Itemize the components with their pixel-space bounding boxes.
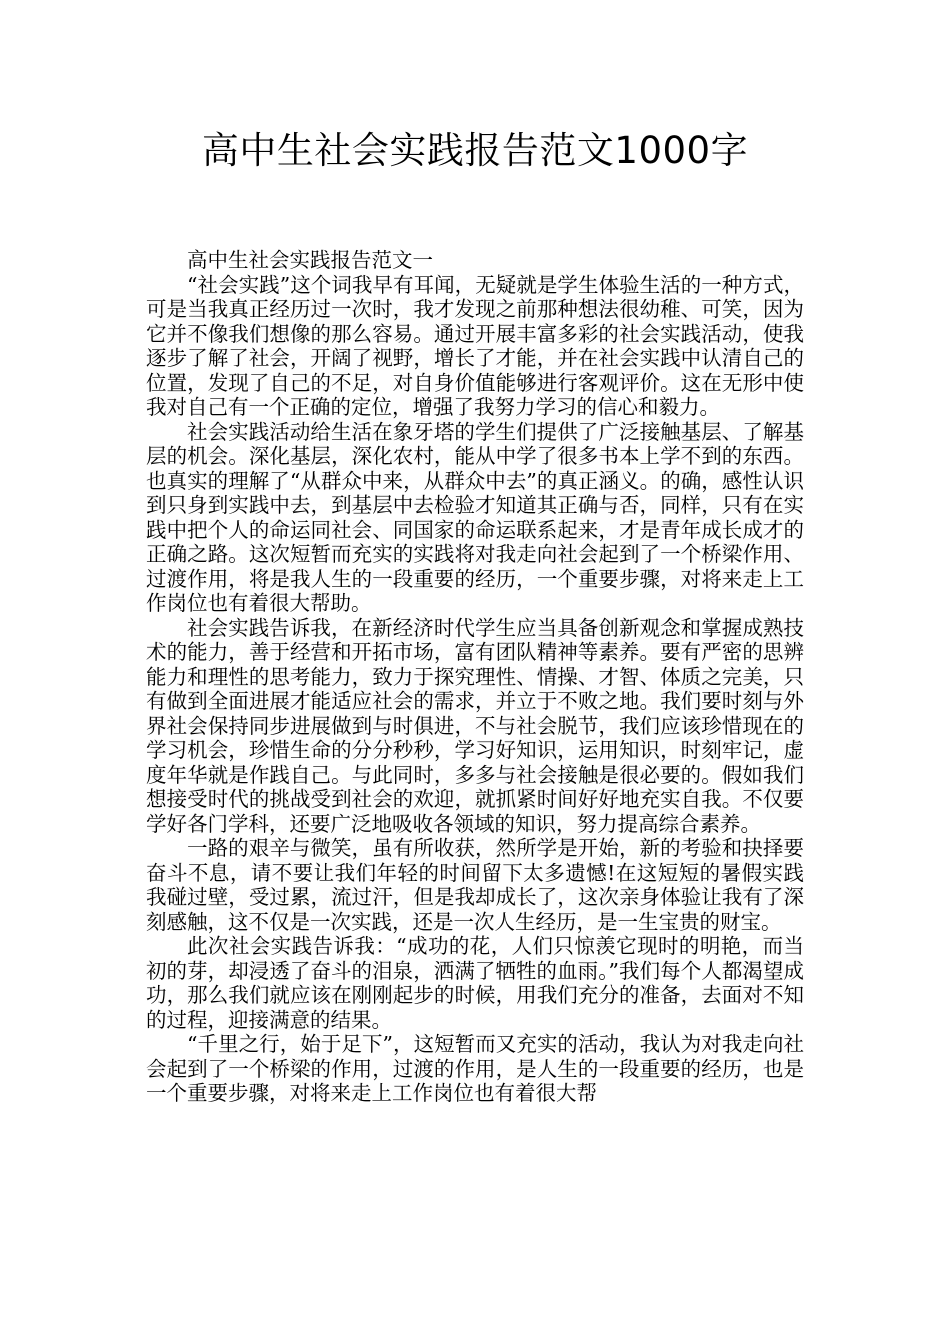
- document-body: [146, 248, 804, 1106]
- document-title: 高中生社会实践报告范文1000字: [201, 129, 749, 172]
- paragraph: “社会实践”这个词我早有耳闻，无疑就是学生体验生活的一种方式，可是当我真正经历过一次时，我才发现之前那种想法很幼稚、可笑，因为它并不像我们想像的那么容易。通过开展丰富多彩的社会实践活动，使我逐步了解了社会，开阔了视野，增长了才能，并在社会实践中认清自己的位置，发现了自己的不足，对自身价值能够进行客观评价。这在无形中使我对自己有一个正确的定位，增强了我努力学习的信心和毅力。: [146, 272, 804, 419]
- section-heading: 高中生社会实践报告范文一: [187, 248, 433, 272]
- paragraph: 此次社会实践告诉我：“成功的花，人们只惊羡它现时的明艳，而当初的芽，却浸透了奋斗的泪泉，洒满了牺牲的血雨。”我们每个人都渴望成功，那么我们就应该在刚刚起步的时候，用我们充分的准备，去面对不知的过程，迎接满意的结果。: [146, 934, 804, 1032]
- paragraph: 一路的艰辛与微笑，虽有所收获，然所学是开始，新的考验和抉择要奋斗不息，请不要让我们年轻的时间留下太多遗憾!在这短短的暑假实践我碰过壁，受过累，流过汗，但是我却成长了，这次亲身体验让我有了深刻感触，这不仅是一次实践，还是一次人生经历，是一生宝贵的财宝。: [146, 836, 804, 934]
- paragraph: 社会实践活动给生活在象牙塔的学生们提供了广泛接触基层、了解基层的机会。深化基层，深化农村，能从中学了很多书本上学不到的东西。也真实的理解了“从群众中来，从群众中去”的真正涵义。的确，感性认识到只身到实践中去，到基层中去检验才知道其正确与否，同样，只有在实践中把个人的命运同社会、同国家的命运联系起来，才是青年成长成才的正确之路。这次短暂而充实的实践将对我走向社会起到了一个桥梁作用、过渡作用，将是我人生的一段重要的经历，一个重要步骤，对将来走上工作岗位也有着很大帮助。: [146, 419, 804, 615]
- paragraph: “千里之行，始于足下”，这短暂而又充实的活动，我认为对我走向社会起到了一个桥梁的作用，过渡的作用，是人生的一段重要的经历，也是一个重要步骤，对将来走上工作岗位也有着很大帮: [146, 1032, 804, 1105]
- paragraph: 社会实践告诉我，在新经济时代学生应当具备创新观念和掌握成熟技术的能力，善于经营和开拓市场，富有团队精神等素养。要有严密的思辨能力和理性的思考能力，致力于探究理性、情操、才智、体质之完美，只有做到全面进展才能适应社会的需求，并立于不败之地。我们要时刻与外界社会保持同步进展做到与时俱进，不与社会脱节，我们应该珍惜现在的学习机会，珍惜生命的分分秒秒，学习好知识，运用知识，时刻牢记，虚度年华就是作践自己。与此同时，多多与社会接触是很必要的。假如我们想接受时代的挑战受到社会的欢迎，就抓紧时间好好地充实自我。不仅要学好各门学科，还要广泛地吸收各领域的知识，努力提高综合素养。: [146, 615, 804, 836]
